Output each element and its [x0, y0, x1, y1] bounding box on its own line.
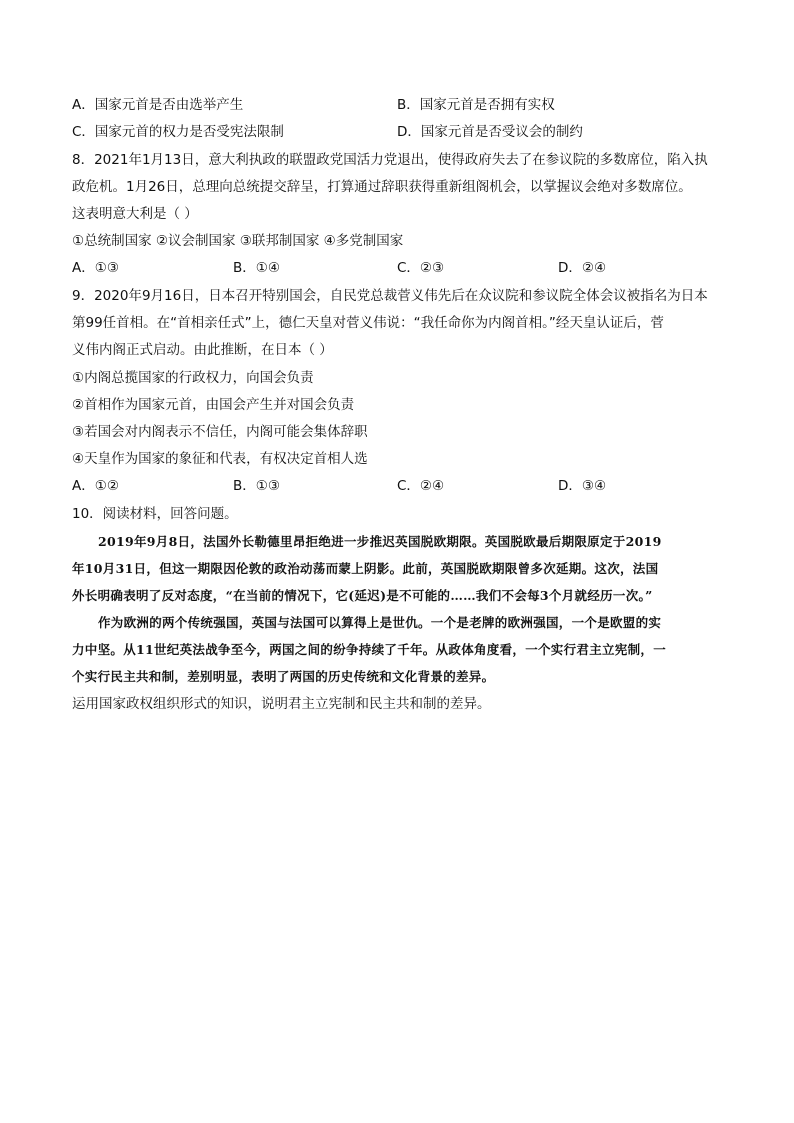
q8-option-c: C．②③ — [397, 260, 445, 276]
q9-stem-line-2: 第99任首相。在“首相亲任式”上，德仁天皇对菅义伟说：“我任命你为内阁首相。”经天皇认证后，菅 — [72, 315, 664, 331]
q8-option-d: D．②④ — [558, 260, 607, 276]
q9-option-d: D．③④ — [558, 478, 607, 494]
q10-prompt: 10．阅读材料，回答问题。 — [72, 506, 238, 522]
q10-passage-line-6: 个实行民主共和制，差别明显，表明了两国的历史传统和文化背景的差异。 — [72, 669, 495, 684]
q9-statement-1: ①内阁总揽国家的行政权力，向国会负责 — [72, 370, 314, 386]
q8-stem-line-3: 这表明意大利是（ ） — [72, 206, 198, 222]
q10-question: 运用国家政权组织形式的知识，说明君主立宪制和民主共和制的差异。 — [72, 696, 491, 712]
q9-option-b: B．①③ — [233, 478, 280, 494]
q8-option-a: A．①③ — [72, 260, 119, 276]
q7-option-c: C．国家元首的权力是否受宪法限制 — [72, 124, 284, 140]
q9-stem-line-3: 义伟内阁正式启动。由此推断，在日本（ ） — [72, 342, 333, 358]
q9-option-c: C．②④ — [397, 478, 445, 494]
q10-passage-line-4: 作为欧洲的两个传统强国，英国与法国可以算得上是世仇。一个是老牌的欧洲强国，一个是欧盟的实 — [98, 615, 662, 630]
q10-passage-line-1: 2019年9月8日，法国外长勒德里昂拒绝进一步推迟英国脱欧期限。英国脱欧最后期限原定于2019 — [98, 534, 662, 549]
q9-statement-3: ③若国会对内阁表示不信任，内阁可能会集体辞职 — [72, 424, 368, 440]
q9-statement-4: ④天皇作为国家的象征和代表，有权决定首相人选 — [72, 451, 368, 467]
q8-stem-line-1: 8．2021年1月13日，意大利执政的联盟政党国活力党退出，使得政府失去了在参议院的多数席位，陷入执 — [72, 152, 708, 168]
q9-stem-line-1: 9．2020年9月16日，日本召开特别国会，自民党总裁菅义伟先后在众议院和参议院全体会议被指名为日本 — [72, 288, 708, 304]
q9-option-a: A．①② — [72, 478, 119, 494]
q8-stem-line-2: 政危机。1月26日，总理向总统提交辞呈，打算通过辞职获得重新组阁机会，以掌握议会绝对多数席位。 — [72, 179, 692, 195]
q10-passage-line-3: 外长明确表明了反对态度，“在当前的情况下，它(延迟)是不可能的……我们不会每3个月就经历一次。” — [72, 588, 653, 603]
q10-passage-line-5: 力中坚。从11世纪英法战争至今，两国之间的纷争持续了千年。从政体角度看，一个实行君主立宪制，一 — [72, 642, 666, 657]
q7-option-b: B．国家元首是否拥有实权 — [397, 97, 555, 113]
q7-option-a: A．国家元首是否由选举产生 — [72, 97, 244, 113]
q7-option-d: D．国家元首是否受议会的制约 — [397, 124, 583, 140]
q9-statement-2: ②首相作为国家元首，由国会产生并对国会负责 — [72, 397, 355, 413]
q10-passage-line-2: 年10月31日，但这一期限因伦敦的政治动荡而蒙上阴影。此前，英国脱欧期限曾多次延期。这次，法国 — [72, 561, 659, 576]
q8-option-b: B．①④ — [233, 260, 280, 276]
q8-statements: ①总统制国家 ②议会制国家 ③联邦制国家 ④多党制国家 — [72, 233, 404, 249]
